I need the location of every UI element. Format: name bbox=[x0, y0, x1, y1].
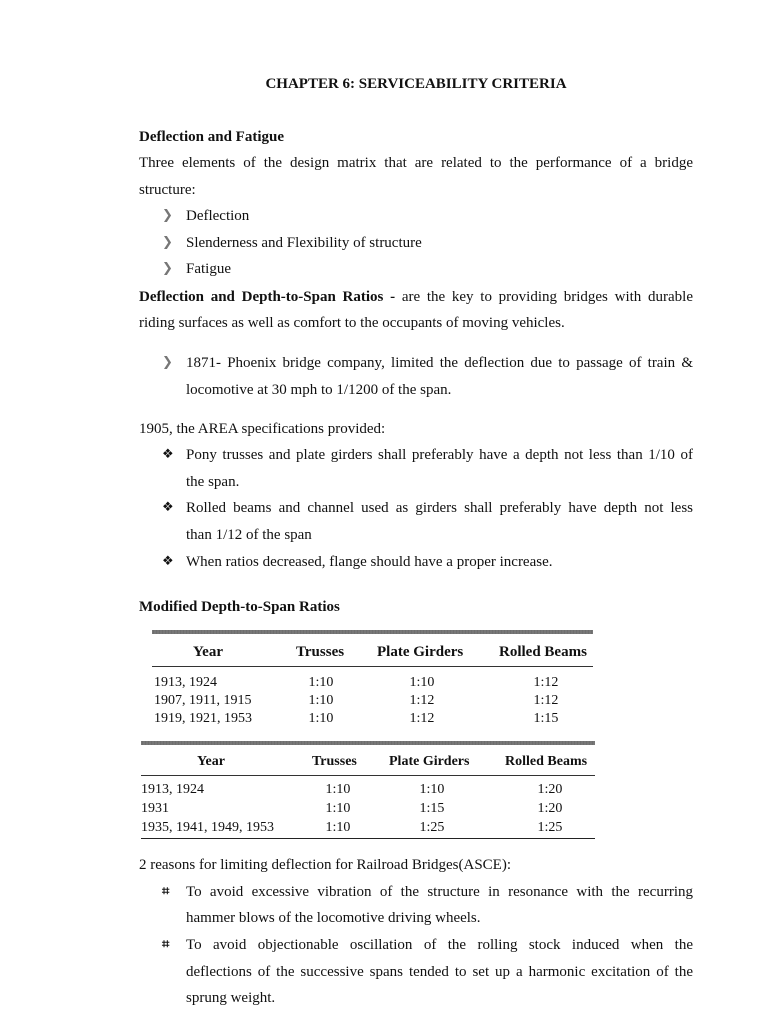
list-item-continuation: locomotive at 30 mph to 1/1200 of the span. bbox=[186, 382, 452, 398]
table-cell: 1:15 bbox=[419, 801, 445, 816]
chevron-bullet-icon: ❯ bbox=[162, 208, 173, 223]
col-header-plate-girders: Plate Girders bbox=[377, 644, 464, 660]
tables-heading: Modified Depth-to-Span Ratios bbox=[139, 599, 340, 615]
chevron-bullet-icon: ❯ bbox=[162, 261, 173, 276]
table-cell: 1907, 1911, 1915 bbox=[154, 693, 252, 708]
table-top-rule bbox=[141, 741, 595, 745]
col-header-plate-girders: Plate Girders bbox=[389, 754, 470, 769]
list-item: Rolled beams and channel used as girders shall preferably have depth not less bbox=[186, 500, 693, 516]
paragraph-line: 1905, the AREA specifications provided: bbox=[139, 421, 386, 437]
paragraph-line: riding surfaces as well as comfort to the occupants of moving vehicles. bbox=[139, 315, 565, 331]
chevron-bullet-icon: ❯ bbox=[162, 235, 173, 250]
paragraph-text: are the key to providing bridges with durable bbox=[401, 289, 693, 305]
diamond-bullet-icon: ❖ bbox=[162, 447, 174, 462]
table-cell: 1:20 bbox=[537, 782, 563, 797]
col-header-year: Year bbox=[197, 754, 225, 769]
col-header-year: Year bbox=[193, 644, 223, 660]
chevron-bullet-icon: ❯ bbox=[162, 355, 173, 370]
table-cell: 1:10 bbox=[308, 675, 334, 690]
list-item-continuation: hammer blows of the locomotive driving wheels. bbox=[186, 910, 481, 926]
table-cell: 1913, 1924 bbox=[141, 782, 204, 797]
list-item: 1871- Phoenix bridge company, limited the deflection due to passage of train & bbox=[186, 355, 693, 371]
table-cell: 1913, 1924 bbox=[154, 675, 217, 690]
table-top-rule bbox=[152, 630, 593, 634]
chapter-title: CHAPTER 6: SERVICEABILITY CRITERIA bbox=[265, 76, 567, 92]
section-heading-deflection-fatigue: Deflection and Fatigue bbox=[139, 129, 284, 145]
table-cell: 1:10 bbox=[409, 675, 435, 690]
hash-bullet-icon: ⌗ bbox=[162, 884, 170, 899]
table-cell: 1:10 bbox=[419, 782, 445, 797]
list-item-continuation: sprung weight. bbox=[186, 990, 276, 1006]
table-cell: 1:10 bbox=[325, 820, 351, 835]
table-bottom-rule bbox=[141, 838, 595, 839]
col-header-rolled-beams: Rolled Beams bbox=[499, 644, 587, 660]
table-cell: 1:25 bbox=[419, 820, 445, 835]
intro-line: structure: bbox=[139, 182, 196, 198]
table-cell: 1:20 bbox=[537, 801, 563, 816]
list-item: To avoid excessive vibration of the structure in resonance with the recurring bbox=[186, 884, 693, 900]
diamond-bullet-icon: ❖ bbox=[162, 554, 174, 569]
table-cell: 1:10 bbox=[325, 782, 351, 797]
col-header-trusses: Trusses bbox=[296, 644, 345, 660]
list-item: Pony trusses and plate girders shall preferably have a depth not less than 1/10 of bbox=[186, 447, 693, 463]
hash-bullet-icon: ⌗ bbox=[162, 937, 170, 952]
list-item-continuation: deflections of the successive spans tended to set up a harmonic excitation of the bbox=[186, 964, 693, 980]
diamond-bullet-icon: ❖ bbox=[162, 500, 174, 515]
list-item-continuation: than 1/12 of the span bbox=[186, 527, 312, 543]
intro-line: Three elements of the design matrix that are related to the performance of a bridge bbox=[139, 155, 693, 171]
table-cell: 1:12 bbox=[409, 693, 435, 708]
table-cell: 1:15 bbox=[533, 711, 559, 726]
col-header-trusses: Trusses bbox=[312, 754, 357, 769]
paragraph-line: 2 reasons for limiting deflection for Railroad Bridges(ASCE): bbox=[139, 857, 512, 873]
list-item: Slenderness and Flexibility of structure bbox=[186, 235, 422, 251]
list-item: Fatigue bbox=[186, 261, 231, 277]
col-header-rolled-beams: Rolled Beams bbox=[505, 754, 588, 769]
table-cell: 1:10 bbox=[308, 693, 334, 708]
table-header-rule bbox=[141, 775, 595, 776]
paragraph-line bbox=[139, 287, 693, 307]
table-cell: 1:12 bbox=[409, 711, 435, 726]
table-header-rule bbox=[152, 666, 593, 667]
table-cell: 1:25 bbox=[537, 820, 563, 835]
table-cell: 1:10 bbox=[325, 801, 351, 816]
term-deflection-ratios: Deflection and Depth-to-Span Ratios - bbox=[139, 289, 396, 305]
table-cell: 1:12 bbox=[533, 693, 559, 708]
table-cell: 1931 bbox=[141, 801, 169, 816]
table-cell: 1919, 1921, 1953 bbox=[154, 711, 252, 726]
list-item: To avoid objectionable oscillation of the rolling stock induced when the bbox=[186, 937, 693, 953]
list-item: When ratios decreased, flange should have a proper increase. bbox=[186, 554, 553, 570]
table-cell: 1:12 bbox=[533, 675, 559, 690]
table-cell: 1935, 1941, 1949, 1953 bbox=[141, 820, 274, 835]
list-item: Deflection bbox=[186, 208, 250, 224]
list-item-continuation: the span. bbox=[186, 474, 240, 490]
table-cell: 1:10 bbox=[308, 711, 334, 726]
